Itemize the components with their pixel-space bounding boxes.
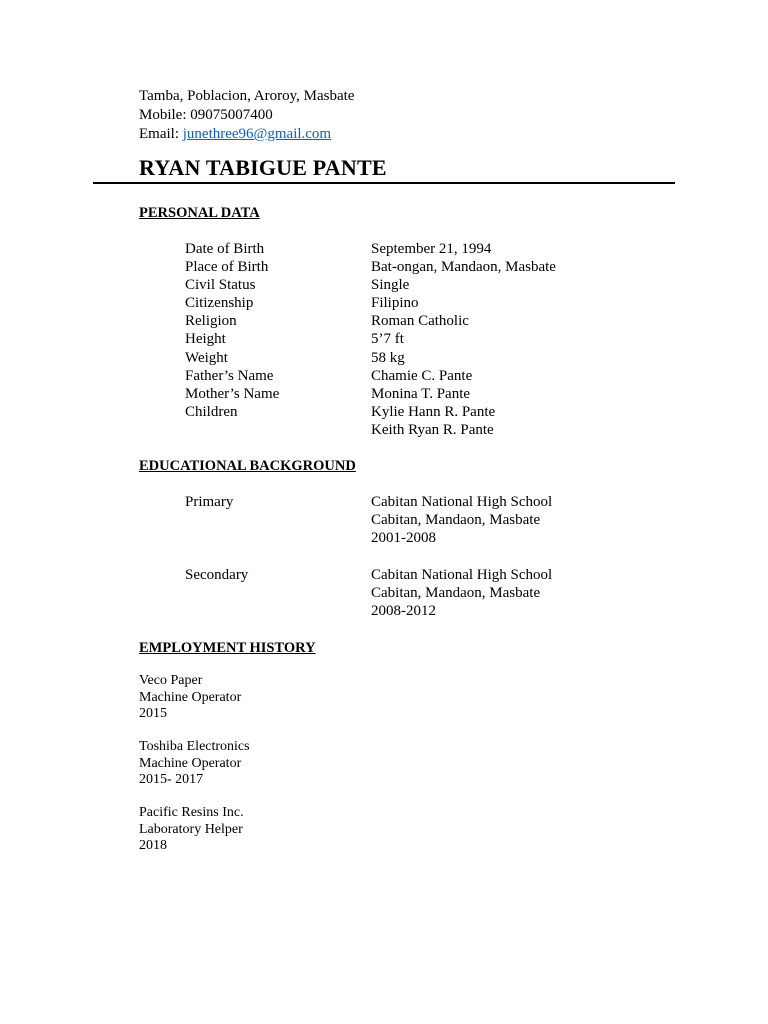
personal-label: Weight: [185, 349, 228, 366]
education-years: 2008-2012: [371, 603, 436, 620]
personal-value: Kylie Hann R. Pante: [371, 403, 496, 420]
job-years: 2015- 2017: [139, 772, 204, 787]
personal-value: Chamie C. Pante: [371, 367, 473, 384]
email-line: [139, 125, 354, 144]
personal-row-father: [185, 367, 556, 385]
personal-value: Bat-ongan, Mandaon, Masbate: [371, 259, 556, 276]
job-years: 2015: [139, 706, 167, 721]
personal-value: Filipino: [371, 295, 419, 312]
address-text: Tamba, Poblacion, Aroroy, Masbate: [139, 88, 355, 104]
personal-row-dob: [185, 240, 556, 258]
email-label: Email:: [139, 126, 183, 142]
job-entry: [139, 805, 244, 855]
job-position: Machine Operator: [139, 689, 242, 705]
personal-row-citizenship: [185, 294, 556, 312]
job-entry: [139, 673, 241, 723]
education-level-label: Primary: [185, 494, 234, 510]
personal-data-table: [185, 240, 556, 439]
education-location: Cabitan, Mandaon, Masbate: [371, 585, 541, 602]
personal-label: Father’s Name: [185, 367, 274, 384]
personal-value: Roman Catholic: [371, 313, 469, 330]
personal-value: 58 kg: [371, 349, 405, 366]
education-location: Cabitan, Mandaon, Masbate: [371, 512, 541, 529]
personal-value: 5’7 ft: [371, 331, 404, 348]
personal-row-weight: [185, 349, 556, 367]
personal-row-religion: [185, 312, 556, 330]
personal-value: September 21, 1994: [371, 241, 492, 257]
job-entry: [139, 739, 250, 789]
mobile-text: Mobile: 09075007400: [139, 107, 273, 123]
job-company: Toshiba Electronics: [139, 739, 250, 754]
personal-row-mother: [185, 385, 556, 403]
personal-row-children: [185, 403, 556, 439]
personal-label: Mother’s Name: [185, 385, 280, 402]
education-school: Cabitan National High School: [371, 494, 553, 510]
personal-row-pob: [185, 258, 556, 276]
personal-value: Keith Ryan R. Pante: [371, 421, 494, 438]
job-years: 2018: [139, 838, 167, 853]
personal-label: Citizenship: [185, 295, 254, 312]
education-years: 2001-2008: [371, 530, 436, 547]
job-position: Laboratory Helper: [139, 821, 243, 837]
employment-heading: EMPLOYMENT HISTORY: [139, 640, 316, 656]
header-divider: [93, 182, 675, 184]
job-position: Machine Operator: [139, 755, 242, 771]
applicant-name: RYAN TABIGUE PANTE: [139, 155, 387, 180]
job-company: Veco Paper: [139, 673, 203, 688]
personal-label: Children: [185, 403, 238, 420]
personal-value: Monina T. Pante: [371, 385, 471, 402]
contact-block: [139, 87, 354, 144]
education-level-label: Secondary: [185, 567, 249, 583]
personal-label: Date of Birth: [185, 241, 265, 257]
personal-label: Place of Birth: [185, 259, 269, 276]
education-heading: EDUCATIONAL BACKGROUND: [139, 458, 356, 474]
education-school: Cabitan National High School: [371, 567, 553, 583]
personal-label: Religion: [185, 313, 237, 330]
education-primary: [185, 493, 552, 548]
personal-label: Height: [185, 331, 226, 348]
email-link[interactable]: junethree96@gmail.com: [182, 126, 332, 142]
personal-label: Civil Status: [185, 277, 256, 294]
job-company: Pacific Resins Inc.: [139, 805, 244, 820]
education-secondary: [185, 566, 552, 621]
personal-value: Single: [371, 277, 410, 294]
personal-row-height: [185, 330, 556, 348]
personal-row-civil-status: [185, 276, 556, 294]
personal-data-heading: PERSONAL DATA: [139, 205, 260, 221]
